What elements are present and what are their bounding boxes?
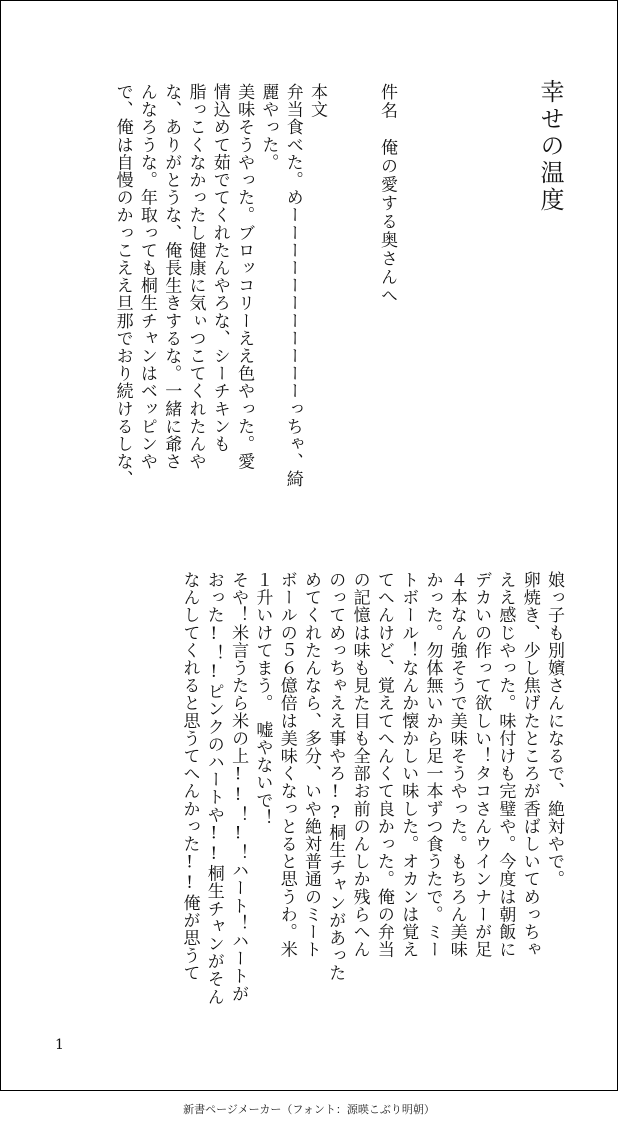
lower-text-column: デカいの作って欲しい！タコさんウインナーが足 <box>471 571 492 959</box>
lower-text-column: おった!！!ピンクのハートや!!桐生チャンがそん <box>203 571 224 1006</box>
lower-text-column: の記憶は味も見た目も全部お前のんしか残らへん <box>349 571 370 959</box>
upper-text-column: 弁当食べた。めーーーーーーーーーーーっちゃ、綺 <box>282 83 303 488</box>
lower-text-column: ボールの５６億倍は美味くなっとると思うわ。米 <box>276 571 297 959</box>
lower-text-column: なんしてくれると思うてへんかった!!俺が思うて <box>179 571 200 982</box>
lower-text-column: 娘っ子も別嬪さんになるで、絶対やで。 <box>544 571 564 888</box>
lower-text-column: ４本なん強そうで美味そうやった。もちろん美味 <box>446 571 467 959</box>
lower-text-column: のってめっちゃええ事やろ!?桐生チャンがあった <box>325 571 346 982</box>
lower-text-column: １升いけてまう。 嘘やないで！ <box>252 571 273 827</box>
upper-text-column: んなろうな。年取っても桐生チャンはベッピンや <box>136 83 157 471</box>
lower-text-column: かった。勿体無いから足一本ずつ食うたで。ミー <box>422 571 443 959</box>
upper-text-column: 脂っこくなかったし健康に気ぃつこてくれたんや <box>185 83 206 471</box>
lower-text-column: そや！米言うたら米の上!!！!！ハート！ハートが <box>228 571 249 1003</box>
page-number: 1 <box>55 1037 64 1053</box>
subject-line: 件名 俺の愛する奥さんへ <box>377 83 397 305</box>
upper-text-column: 麗やった。 <box>258 83 279 171</box>
upper-text-column: 情込めて茹でてくれたんやろな、シーチキンも <box>209 83 230 453</box>
upper-text-column: 美味そうやった。ブロッコリーええ色やった。愛 <box>234 83 255 471</box>
lower-text-column: 卵焼き、少し焦げたところが香ばしいてめっちゃ <box>519 571 540 959</box>
lower-text-column: トボール！なんか懐かしい味した。オカンは覚え <box>398 571 419 959</box>
lower-text-column: てへんけど、覚えてへんくて良かった。俺の弁当 <box>373 571 394 959</box>
upper-text-column: で、俺は自慢のかっこええ旦那でおり続けるしな、 <box>112 83 133 488</box>
story-title: 幸せの温度 <box>536 79 564 214</box>
lower-text-column: めてくれたんなら、多分、いや絶対普通のミート <box>301 571 321 959</box>
upper-text-column: な、ありがとうな、俺長生きするな。一緒に爺さ <box>161 83 182 471</box>
body-heading: 本文 <box>307 83 327 119</box>
footer-caption: 新書ページメーカー（フォント：源暎こぶり明朝） <box>183 1103 435 1116</box>
lower-text-column: ええ感じやった。味付けも完璧や。今度は朝飯に <box>495 571 516 959</box>
